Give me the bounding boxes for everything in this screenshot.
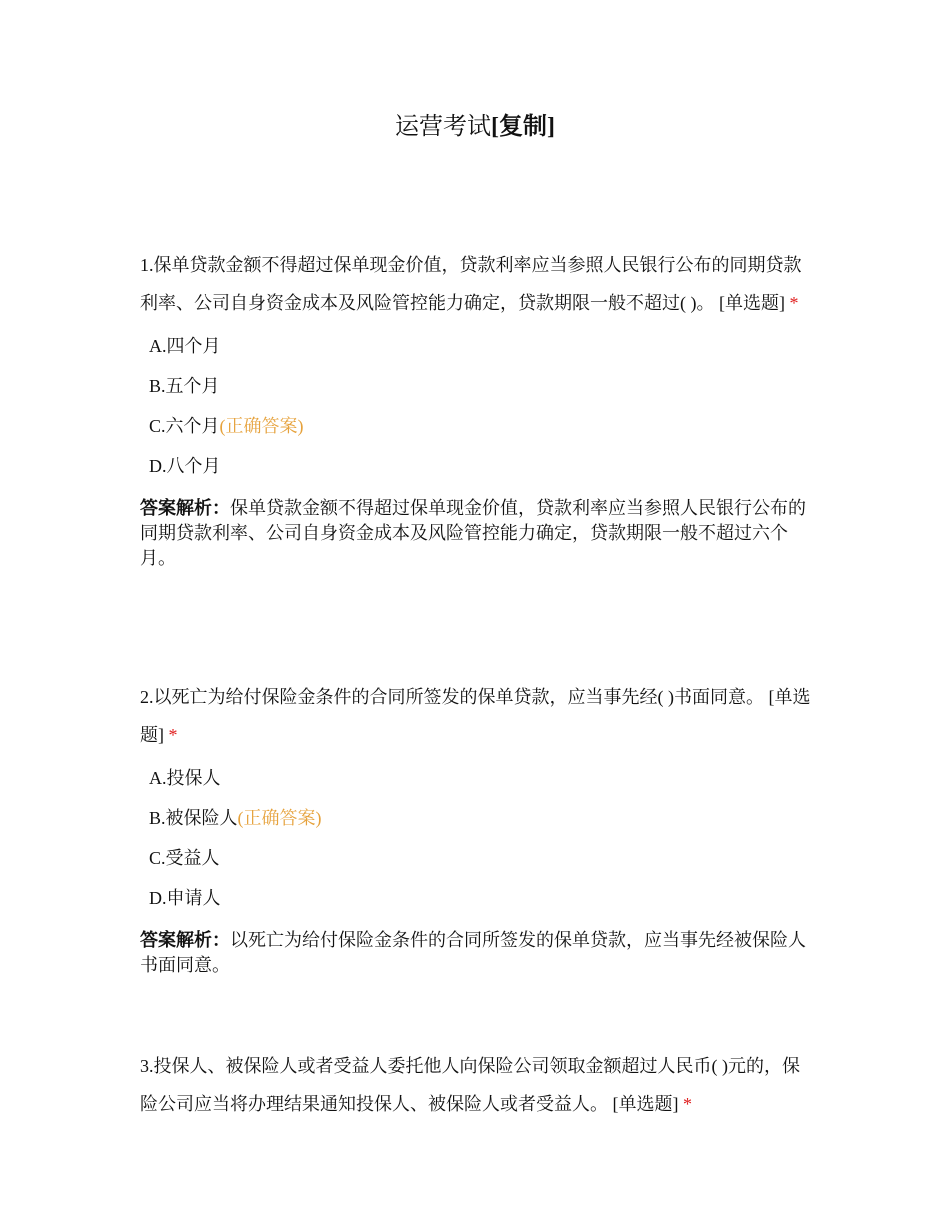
- required-mark: *: [683, 1094, 692, 1114]
- question-2-options: [140, 758, 812, 918]
- option-text: 四个月: [166, 336, 221, 356]
- question-2: [140, 678, 812, 978]
- analysis-label: 答案解析：: [140, 930, 230, 950]
- option-c[interactable]: [140, 406, 812, 446]
- question-stem: 保单贷款金额不得超过保单现金价值，贷款利率应当参照人民银行公布的同期贷款利率、公司自身资金成本及风险管控能力确定，贷款期限一般不超过( )。: [140, 255, 802, 313]
- question-1-options: [140, 326, 812, 486]
- question-stem: 投保人、被保险人或者受益人委托他人向保险公司领取金额超过人民币( )元的，保险公司应当将办理结果通知投保人、被保险人或者受益人。: [140, 1056, 800, 1114]
- question-3: [140, 1047, 812, 1123]
- question-stem: 以死亡为给付保险金条件的合同所签发的保单贷款，应当事先经( )书面同意。: [153, 687, 764, 707]
- option-b[interactable]: [140, 366, 812, 406]
- option-d[interactable]: [140, 446, 812, 486]
- question-type: [单选题]: [140, 687, 811, 745]
- required-mark: *: [789, 293, 799, 313]
- question-type: [单选题]: [612, 1094, 679, 1114]
- title-main: 运营考试: [395, 114, 491, 140]
- option-a[interactable]: [140, 758, 812, 798]
- required-mark: *: [168, 725, 178, 745]
- option-b[interactable]: [140, 798, 812, 838]
- document-title: [0, 110, 950, 144]
- option-a[interactable]: [140, 326, 812, 366]
- correct-answer-badge: (正确答案): [219, 416, 304, 436]
- option-letter: D.: [149, 456, 167, 476]
- option-text: 被保险人: [165, 808, 238, 828]
- option-letter: D.: [149, 888, 167, 908]
- option-text: 八个月: [166, 456, 221, 476]
- question-3-text: [140, 1047, 812, 1123]
- option-text: 五个月: [165, 376, 220, 396]
- option-d[interactable]: [140, 878, 812, 918]
- question-1-text: [140, 246, 812, 322]
- option-letter: B.: [149, 376, 166, 396]
- question-number: 1.: [140, 255, 154, 275]
- option-c[interactable]: [140, 838, 812, 878]
- option-letter: B.: [149, 808, 166, 828]
- option-letter: C.: [149, 416, 166, 436]
- analysis-label: 答案解析：: [140, 498, 230, 518]
- answer-analysis: [140, 496, 812, 571]
- question-type: [单选题]: [719, 293, 785, 313]
- title-copy-tag: [复制]: [491, 114, 555, 140]
- option-letter: A.: [149, 768, 167, 788]
- question-1: [140, 246, 812, 571]
- analysis-text: 保单贷款金额不得超过保单现金价值，贷款利率应当参照人民银行公布的同期贷款利率、公司自身资金成本及风险管控能力确定，贷款期限一般不超过六个月。: [140, 498, 806, 568]
- option-text: 受益人: [165, 848, 220, 868]
- correct-answer-badge: (正确答案): [237, 808, 322, 828]
- option-text: 投保人: [166, 768, 221, 788]
- question-number: 3.: [140, 1056, 154, 1076]
- analysis-text: 以死亡为给付保险金条件的合同所签发的保单贷款，应当事先经被保险人书面同意。: [140, 930, 806, 975]
- answer-analysis: [140, 928, 812, 978]
- question-2-text: [140, 678, 812, 754]
- option-letter: A.: [149, 336, 167, 356]
- option-letter: C.: [149, 848, 166, 868]
- option-text: 申请人: [166, 888, 221, 908]
- option-text: 六个月: [165, 416, 220, 436]
- question-number: 2.: [140, 687, 154, 707]
